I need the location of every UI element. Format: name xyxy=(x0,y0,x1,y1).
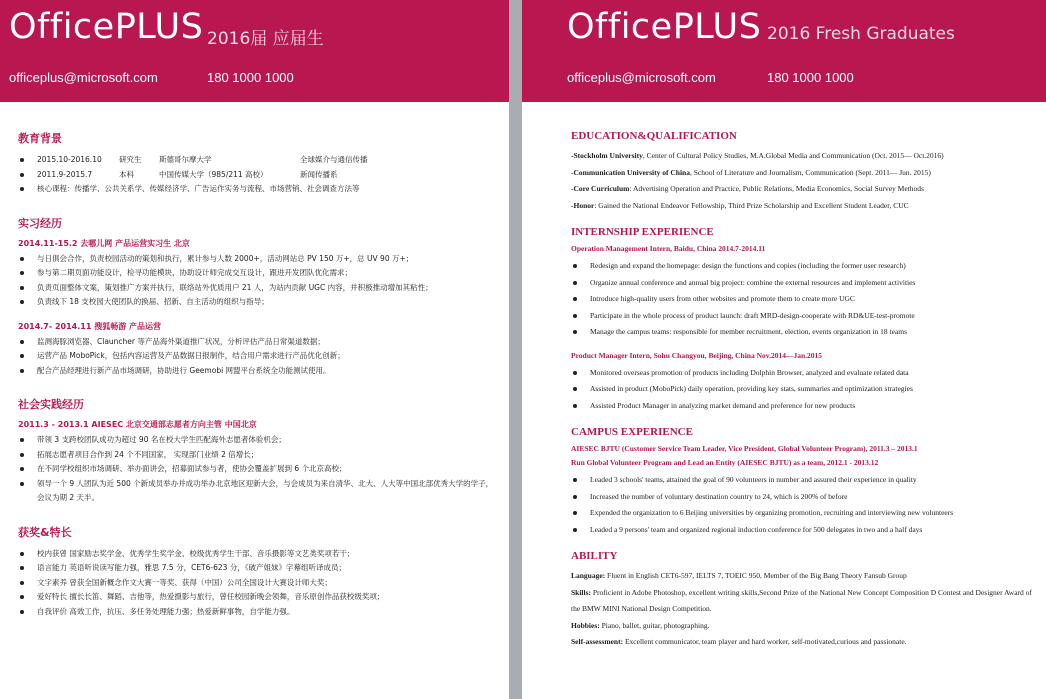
list-item: 领导一个 9 人团队为近 500 个新成员举办并成功举办北京地区迎新大会，与会成员为来自清华、北大、人大等中国北部优秀大学的学子，会议为期 2 天半。 xyxy=(18,477,495,506)
list-item xyxy=(18,168,495,183)
list-item: 爱好特长 擅长长笛、舞蹈、吉他等，热爱摄影与旅行，曾任校园新晚会领舞，音乐原创作品获校级奖项； xyxy=(18,590,495,605)
list-item: 语言能力 英语听说读写能力强，雅思 7.5 分，CET6-623 分，《破产姐妹》字幕组听译成员； xyxy=(18,561,495,576)
list-item: 拓展志愿者项目合作到 24 个不同国家， 实现部门业绩 2 倍增长； xyxy=(18,448,495,463)
brand-logo: OfficePLUS xyxy=(567,7,762,47)
education-section xyxy=(571,130,1038,214)
resume-page-english xyxy=(522,0,1046,699)
list-item: Redesign and expand the homepage: design the functions and copies (including the former user research) xyxy=(571,258,1038,275)
section-title: 实习经历 xyxy=(18,216,62,230)
ability-line: Hobbies: Piano, ballet, guitar, photographing. xyxy=(571,620,710,630)
list-item: 负责线下 18 支校园大使团队的换届、招新、自主活动的组织与指导； xyxy=(18,295,495,310)
section-title: INTERNSHIP EXPERIENCE xyxy=(571,226,714,238)
edu-period: 2015.10-2016.10 xyxy=(37,155,102,164)
awards-section xyxy=(18,524,495,620)
list-item: Assisted in product (MoboPick) daily operation, providing key stats, summaries and optimization strategies xyxy=(571,381,1038,398)
edu-period: 2011.9-2015.7 xyxy=(37,169,93,179)
education-line: -Stockholm University, Center of Cultural Policy Studies, M.A.Global Media and Communication (Oct. 2015— Oct.2016) xyxy=(571,151,944,160)
section-title: EDUCATION&QUALIFICATION xyxy=(571,130,737,142)
education-line: -Honor: Gained the National Endeavor Fellowship, Third Prize Scholarship and Excellent Student Leader, CUC xyxy=(571,200,909,210)
section-title: 社会实践经历 xyxy=(18,398,84,411)
campus-heading: Run Global Volunteer Program and Lead an Entity (AIESEC BJTU) as a team, 2012.1 - 2013.12 xyxy=(571,458,879,467)
section-title: 教育背景 xyxy=(18,132,62,145)
edu-school: 中国传媒大学（985/211 高校） xyxy=(159,169,268,179)
internship-section xyxy=(571,226,1038,414)
email-text: officeplus@microsoft.com xyxy=(9,70,158,85)
edu-degree: 研究生 xyxy=(119,155,142,164)
list-item: Introduce high-quality users from other websites and promote them to create more UGC xyxy=(571,291,1038,308)
list-item: 校内获曾 国家励志奖学金、优秀学生奖学金、校级优秀学生干部、音乐摄影等文艺类奖项若干； xyxy=(18,547,495,562)
list-item: Organize annual conference and annual big project: combine the external resources and implement activities xyxy=(571,275,1038,292)
list-item: 在不同学校组织市场调研、举办面讲会，招募面试参与者，使协会覆盖扩展到 6 个北京高校； xyxy=(18,462,495,477)
campus-section xyxy=(571,426,1038,538)
education-line: -Communication University of China, School of Literature and Journalism, Communication (Sept. 2011— Jun. 2015) xyxy=(571,167,931,177)
job-heading: Product Manager Intern, Sohu Changyou, Beijing, China Nov.2014—Jan.2015 xyxy=(571,350,823,360)
education-section xyxy=(18,130,495,197)
ability-line: Language: Fluent in English CET6-597, IELTS 7, TOEIC 950, Member of the Big Bang Theory Fansub Group xyxy=(571,571,907,580)
list-item: 负责页面整体文案，策划推广方案并执行，联络站外优质用户 21 人，为站内贡献 UGC 内容，并积极推动增加其粘性； xyxy=(18,281,495,296)
page-gutter xyxy=(509,0,522,699)
header-tagline: 2016 Fresh Graduates xyxy=(767,24,955,44)
list-item: Monitored overseas promotion of products including Dolphin Browser, analyzed and evaluate related data xyxy=(571,365,1038,382)
phone-text: 180 1000 1000 xyxy=(767,70,854,85)
list-item: Increased the number of voluntary destination country to 24, which is 200% of before xyxy=(571,489,1038,506)
list-item: Manage the campus teams: responsible for member recruitment, election, events organization in 18 teams xyxy=(571,324,1038,341)
list-item: 监测海豚浏览器、Clauncher 等产品海外渠道推广状况，分析评估产品日常渠道数据； xyxy=(18,335,495,350)
header-tagline: 2016届 应届生 xyxy=(207,29,324,49)
list-item: Assisted Product Manager in analyzing market demand and preference for new products xyxy=(571,398,1038,415)
social-practice-section xyxy=(18,396,495,506)
job-heading: Operation Management Intern, Baidu, China 2014.7-2014.11 xyxy=(571,244,766,253)
campus-heading: AIESEC BJTU (Customer Service Team Leader, Vice President, Global Volunteer Program), 2011.3 – 2013.1 xyxy=(571,444,918,453)
section-title: CAMPUS EXPERIENCE xyxy=(571,426,693,438)
list-item: 运营产品 MoboPick，包括内容运营及产品数据日报制作，结合用户需求进行产品优化创新； xyxy=(18,349,495,364)
section-title: 获奖&特长 xyxy=(18,525,72,539)
resume-header xyxy=(0,0,509,102)
ability-line: Self-assessment: Excellent communicator, team player and hard worker, self-motivated,curious and passionate. xyxy=(571,637,907,646)
edu-school: 斯德哥尔摩大学 xyxy=(159,155,212,164)
resume-page-chinese xyxy=(0,0,509,699)
list-item: 与日俱会合作，负责校园活动的策划和执行，累计参与人数 2000+，活动网站总 PV 150 万+，总 UV 90 万+； xyxy=(18,252,495,267)
list-item: Leaded 3 schools' teams, attained the goal of 90 volunteers in number and assured their experience in quality xyxy=(571,472,1038,489)
job-heading: 2011.3 - 2013.1 AIESEC 北京交通部志愿者方向主管 中国北京 xyxy=(18,420,257,429)
list-item: Leaded a 9 persons' team and organized regional induction conference for 500 delegates in two and a half days xyxy=(571,522,1038,539)
ability-section xyxy=(571,550,1038,651)
list-item: Participate in the whole process of product launch: draft MRD-design-cooperate with RD&UE-test-promote xyxy=(571,308,1038,325)
list-item: Expended the organization to 6 Beijing universities by organizing promotion, recruiting and interviewing new volunteers xyxy=(571,505,1038,522)
list-item xyxy=(18,153,495,168)
list-item: 带领 3 支跨校团队成功为超过 90 名在校大学生匹配海外志愿者体验机会； xyxy=(18,433,495,448)
edu-major: 新闻传播系 xyxy=(300,169,338,179)
list-item: 参与第二期页面功能设计，检寻功能模块，协助设计师完成交互设计，跟进开发团队优化需求； xyxy=(18,266,495,281)
section-title: ABILITY xyxy=(571,550,618,562)
education-line: -Core Curriculum: Advertising Operation and Practice, Public Relations, Media Economics, Social Survey Methods xyxy=(571,184,924,193)
edu-major: 全球媒介与通信传播 xyxy=(300,155,368,164)
internship-section xyxy=(18,215,495,379)
list-item: 文字素养 曾获全国新概念作文大赛一等奖、获得（中国）公司全国设计大赛设计师大奖； xyxy=(18,576,495,591)
edu-degree: 本科 xyxy=(119,169,134,179)
job-heading: 2014.11-15.2 去哪儿网 产品运营实习生 北京 xyxy=(18,238,190,248)
ability-line: Skills: Proficient in Adobe Photoshop, excellent writing skills,Second Prize of the National New Concept Composition D Contest and Designer Award of the BMW MINI National Design Competition. xyxy=(571,587,1032,613)
brand-logo: OfficePLUS xyxy=(9,7,204,47)
email-text: officeplus@microsoft.com xyxy=(567,70,716,85)
resume-header xyxy=(522,0,1046,102)
list-item: 配合产品经理进行新产品市场调研，协助进行 Geemobi 网盟平台系统全功能测试使用。 xyxy=(18,364,495,379)
list-item: 自我评价 高效工作，抗压、多任务处理能力强；热爱新鲜事物，自学能力强。 xyxy=(18,605,495,620)
job-heading: 2014.7- 2014.11 搜狐畅游 产品运营 xyxy=(18,321,161,331)
list-item: 核心课程：传播学、公共关系学、传媒经济学、广告运作实务与流程、市场营销、社会调查方法等 xyxy=(18,182,495,197)
phone-text: 180 1000 1000 xyxy=(207,70,294,85)
